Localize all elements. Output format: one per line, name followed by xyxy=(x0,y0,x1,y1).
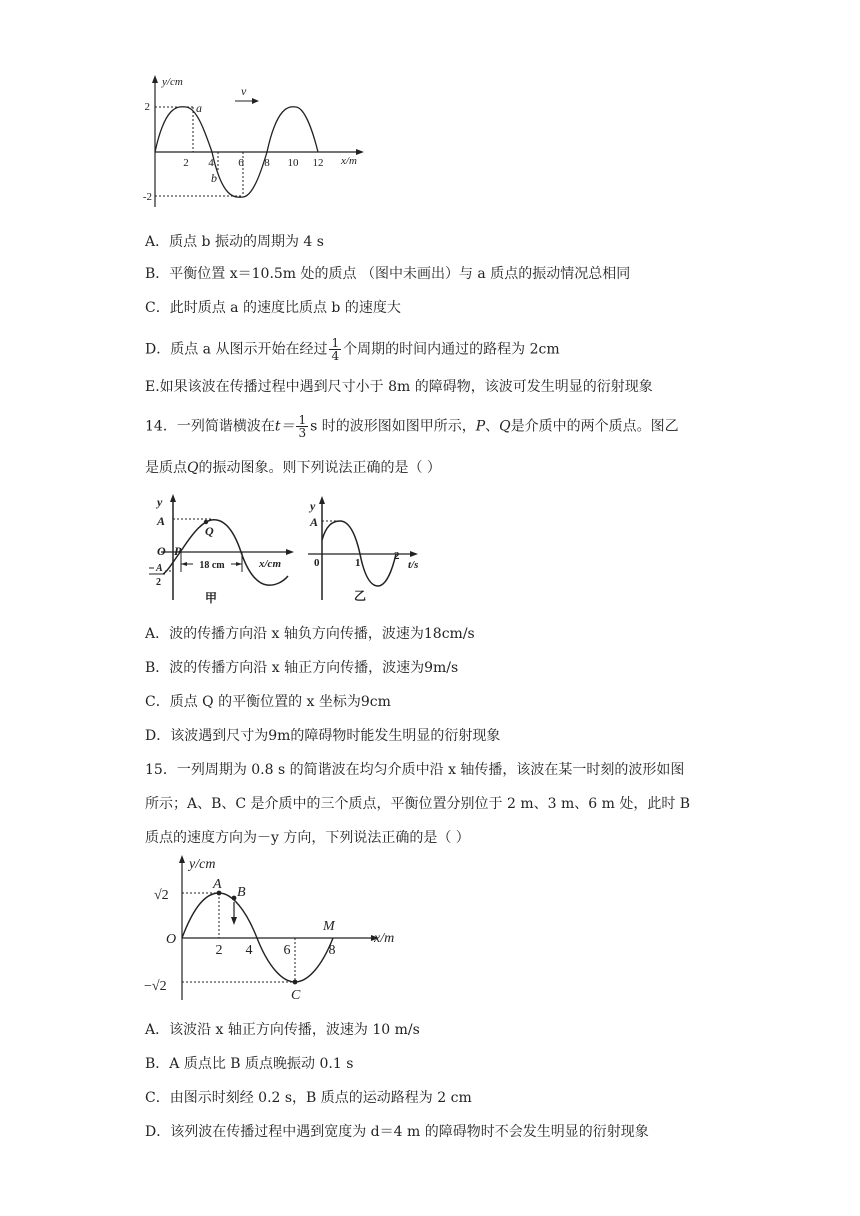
q14-stem-line1: 14．一列简谐横波在t＝ $\frac{1}{3}$ s 时的波形图如图甲所示，P、Q是介质中的两个质点。图乙 xyxy=(145,413,679,440)
point-m-label: M xyxy=(323,919,335,934)
t-two-label: 2 xyxy=(394,550,400,562)
x-tick-12: 12 xyxy=(312,157,324,169)
point-b-label: B xyxy=(237,885,246,900)
point-a-label: a xyxy=(196,101,202,115)
x-axis-label: x/m xyxy=(341,155,357,167)
q15-stem-line2: 所示；A、B、C 是介质中的三个质点，平衡位置分别位于 2 m、3 m、6 m 处，此时 B xyxy=(145,796,691,812)
origin-label: O xyxy=(166,932,177,947)
q13-option-d-pre: D．质点 a 从图示开始在经过 xyxy=(145,341,328,358)
q13-option-d-post: 个周期的时间内通过的路程为 2cm xyxy=(343,341,560,358)
q13-option-c: C．此时质点 a 的速度比质点 b 的速度大 xyxy=(145,300,401,316)
x-tick-8: 8 xyxy=(264,157,270,169)
x-tick-4: 4 xyxy=(208,157,214,169)
neg-half-amp-num: A xyxy=(156,563,163,574)
q13-option-a: A．质点 b 振动的周期为 4 s xyxy=(145,234,324,250)
p-label: P xyxy=(174,544,182,558)
figure-caption-jia: 甲 xyxy=(205,591,218,605)
y-neg-root2: −√2 xyxy=(144,979,167,994)
q14-option-a: A．波的传播方向沿 x 轴负方向传播，波速为18cm/s xyxy=(145,626,475,642)
figure-caption-yi: 乙 xyxy=(354,589,367,603)
neg-half-amp-den: 2 xyxy=(156,577,161,588)
q-label: Q xyxy=(205,524,214,538)
q15-option-a: A．该波沿 x 轴正方向传播，波速为 10 m/s xyxy=(145,1022,420,1038)
vibration-graph-q14-right xyxy=(300,496,440,604)
t-zero-label: 0 xyxy=(314,557,320,569)
t-axis-label: t/s xyxy=(408,559,419,571)
q13-option-b: B．平衡位置 x＝10.5m 处的质点 （图中未画出）与 a 质点的振动情况总相同 xyxy=(145,266,631,282)
y-label: y xyxy=(157,495,163,509)
x-tick-10: 10 xyxy=(287,157,299,169)
q14-option-b: B．波的传播方向沿 x 轴正方向传播，波速为9m/s xyxy=(145,660,459,676)
q15-option-c: C．由图示时刻经 0.2 s，B 质点的运动路程为 2 cm xyxy=(145,1090,472,1106)
distance-label: 18 cm xyxy=(199,560,225,571)
q15-option-b: B．A 质点比 B 质点晚振动 0.1 s xyxy=(145,1056,354,1072)
velocity-label: v xyxy=(241,84,247,98)
amp-label: A xyxy=(157,514,166,528)
point-c-label: C xyxy=(291,988,301,1003)
q15-option-d: D．该列波在传播过程中遇到宽度为 d＝4 m 的障碍物时不会发生明显的衍射现象 xyxy=(145,1124,649,1140)
x-tick-4: 4 xyxy=(245,943,253,958)
wave-graph-q15 xyxy=(142,850,412,1004)
y-axis-label: y/cm xyxy=(189,857,216,872)
q14-stem-line2: 是质点Q的振动图象。则下列说法正确的是（ ） xyxy=(145,460,441,476)
y-label: y xyxy=(310,499,316,513)
q14-option-d: D．该波遇到尺寸为9m的障碍物时能发生明显的衍射现象 xyxy=(145,728,501,744)
x-tick-8: 8 xyxy=(328,943,336,958)
wave-graph-q13 xyxy=(142,72,375,212)
q14-option-c: C．质点 Q 的平衡位置的 x 坐标为9cm xyxy=(145,694,391,710)
x-tick-6: 6 xyxy=(283,943,291,958)
origin-label: O xyxy=(157,544,166,558)
y-axis-label: y/cm xyxy=(162,76,183,88)
q13-option-d-fraction: $\frac{1}{4}$ xyxy=(331,336,340,363)
y-tick-neg2: -2 xyxy=(142,191,152,203)
point-b-label: b xyxy=(211,171,217,185)
q15-stem-line1: 15．一列周期为 0.8 s 的简谐波在均匀介质中沿 x 轴传播，该波在某一时刻的波形如图 xyxy=(145,762,685,778)
point-a-label: A xyxy=(213,877,222,892)
x-axis-label: x/m xyxy=(374,931,395,946)
x-tick-6: 6 xyxy=(238,157,244,169)
x-tick-2: 2 xyxy=(183,157,189,169)
x-axis-label: x/cm xyxy=(259,558,281,570)
q13-option-d xyxy=(145,337,560,362)
q13-option-e: E.如果该波在传播过程中遇到尺寸小于 8m 的障碍物，该波可发生明显的衍射现象 xyxy=(145,379,653,395)
t-one-label: 1 xyxy=(355,557,361,569)
wave-graph-q14-left xyxy=(145,492,295,604)
y-pos-root2: √2 xyxy=(154,888,169,903)
amp-label: A xyxy=(310,515,319,529)
q14-time-fraction: $\frac{1}{3}$ xyxy=(298,413,307,440)
q15-stem-line3: 质点的速度方向为－y 方向，下列说法正确的是（ ） xyxy=(145,830,470,846)
x-tick-2: 2 xyxy=(215,943,223,958)
y-tick-2: 2 xyxy=(144,101,150,113)
